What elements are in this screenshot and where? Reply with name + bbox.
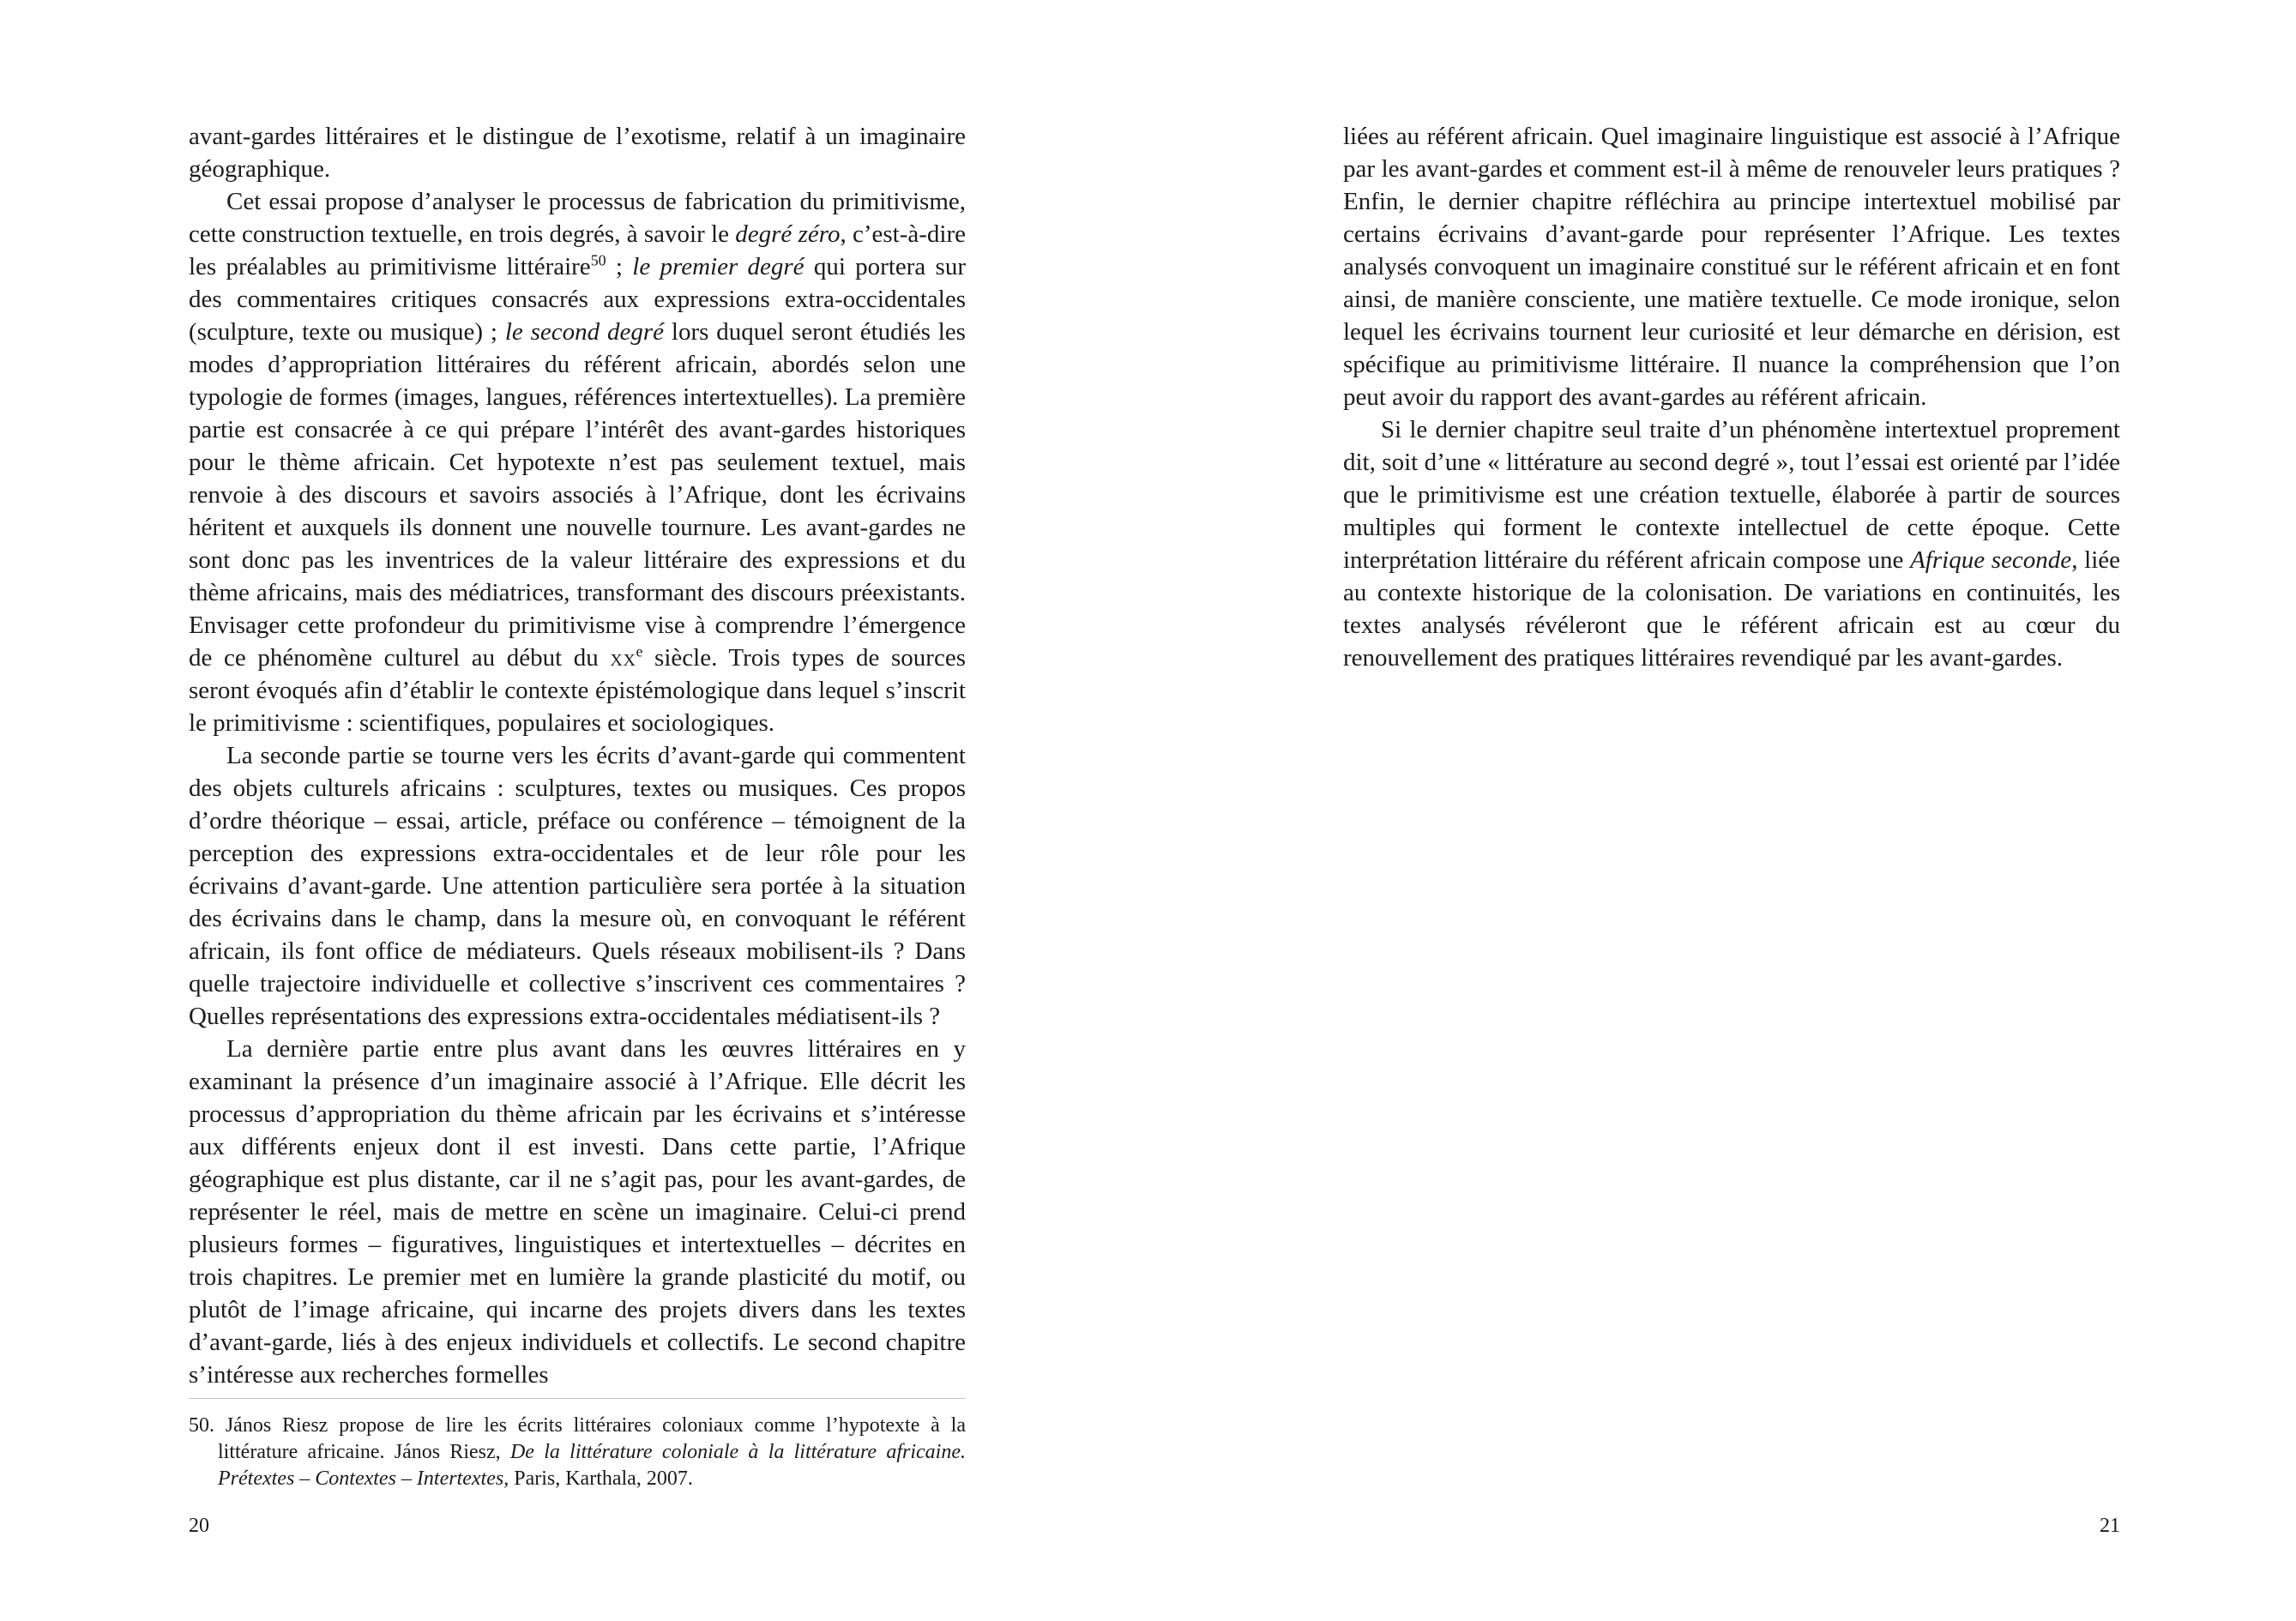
text-run: , liée au contexte historique de la colonisation. De variations en continuités, les textes analysés révéleront que le référent africain est au cœur du renouvellement des pratiques littéraires revendiqué par les avant-gardes. [1343, 546, 2121, 672]
text-run: Afrique seconde [1910, 546, 2072, 574]
text-run: ; [606, 253, 633, 280]
page-number-right: 21 [2100, 1515, 2120, 1537]
page-number-left: 20 [189, 1515, 209, 1537]
footnote-block [189, 1398, 966, 1492]
text-run: qui portera sur des commentaires critiques consacrés aux expressions extra-occidentales (sculpture, texte ou musique) ; [189, 253, 967, 346]
text-run: e [636, 642, 643, 660]
right-text-column [1343, 120, 2120, 674]
body-paragraph [1343, 120, 2120, 413]
text-run: Cet essai propose d’analyser le processus de fabrication du primitivisme, cette construction textuelle, en trois degrés, à savoir le [189, 188, 966, 248]
text-run: , Paris, Karthala, 2007. [503, 1467, 693, 1490]
text-run: La seconde partie se tourne vers les écrits d’avant-garde qui commentent des objets culturels africains : sculptures, textes ou musiques. Ces propos d’ordre théorique – essai, article, préface ou conférence – témoignent de la perception des expressions extra-occidentales et de leur rôle pour les écrivains d’avant-garde. Une attention particulière sera portée à la situation des écrivains dans le champ, dans la mesure où, en convoquant le référent africain, ils font office de médiateurs. Quels réseaux mobilisent-ils ? Dans quelle trajectoire individuelle et collective s’inscrivent ces commentaires ? Quelles représentations des expressions extra-occidentales médiatisent-ils ? [189, 742, 966, 1030]
text-run: , c’est-à-dire les préalables au primitivisme littéraire [189, 220, 967, 280]
body-paragraph [189, 120, 966, 185]
text-run: avant-gardes littéraires et le distingue de l’exotisme, relatif à un imaginaire géographique. [189, 123, 966, 183]
body-paragraph [189, 185, 966, 739]
body-paragraph [189, 1033, 966, 1391]
text-run: De la littérature coloniale à la littérature africaine. Prétextes – Contextes – Intertextes [218, 1441, 966, 1490]
page-right [1148, 0, 2296, 1621]
body-paragraph [189, 739, 966, 1033]
text-run: lors duquel seront étudiés les modes d’appropriation littéraires du référent africain, abordés selon une typologie de formes (images, langues, références intertextuelles). La première partie est consacrée à ce qui prépare l’intérêt des avant-gardes historiques pour le thème africain. Cet hypotexte n’est pas seulement textuel, mais renvoie à des discours et savoirs associés à l’Afrique, dont les écrivains héritent et auxquels ils donnent une nouvelle tournure. Les avant-gardes ne sont donc pas les inventrices de la valeur littéraire des expressions et du thème africains, mais des médiatrices, transformant des discours préexistants. Envisager cette profondeur du primitivisme vise à comprendre l’émergence de ce phénomène culturel au début du [189, 318, 966, 672]
left-text-column [189, 120, 966, 1391]
footnote [189, 1413, 966, 1492]
text-run: 50. János Riesz propose de lire les écrits littéraires coloniaux comme l’hypotexte à la littérature africaine. János Riesz, [189, 1414, 966, 1463]
text-run: 50 [590, 251, 606, 269]
text-run: le premier degré [632, 253, 805, 280]
text-run: liées au référent africain. Quel imaginaire linguistique est associé à l’Afrique par les avant-gardes et comment est-il à même de renouveler leurs pratiques ? Enfin, le dernier chapitre réfléchira au principe intertextuel mobilisé par certains écrivains d’avant-garde pour représenter l’Afrique. Les textes analysés convoquent un imaginaire constitué sur le référent africain et en font ainsi, de manière consciente, une matière textuelle. Ce mode ironique, selon lequel les écrivains tournent leur curiosité et leur démarche en dérision, est spécifique au primitivisme littéraire. Il nuance la compréhension que l’on peut avoir du rapport des avant-gardes au référent africain. [1343, 123, 2120, 411]
text-run: Si le dernier chapitre seul traite d’un phénomène intertextuel proprement dit, soit d’une « littérature au second degré », tout l’essai est orienté par l’idée que le primitivisme est une création textuelle, élaborée à partir de sources multiples qui forment le contexte intellectuel de cette époque. Cette interprétation littéraire du référent africain compose une [1343, 416, 2120, 574]
text-run: le second degré [504, 318, 665, 346]
body-paragraph [1343, 413, 2120, 674]
text-run: La dernière partie entre plus avant dans les œuvres littéraires en y examinant la présence d’un imaginaire associé à l’Afrique. Elle décrit les processus d’appropriation du thème africain par les écrivains et s’intéresse aux différents enjeux dont il est investi. Dans cette partie, l’Afrique géographique est plus distante, car il ne s’agit pas, pour les avant-gardes, de représenter le réel, mais de mettre en scène un imaginaire. Celui-ci prend plusieurs formes – figuratives, linguistiques et intertextuelles – décrites en trois chapitres. Le premier met en lumière la grande plasticité du motif, ou plutôt de l’image africaine, qui incarne des projets divers dans les textes d’avant-garde, liés à des enjeux individuels et collectifs. Le second chapitre s’intéresse aux recherches formelles [189, 1035, 966, 1389]
footnote-divider [189, 1398, 966, 1399]
text-run: xx [610, 644, 636, 672]
text-run: siècle. Trois types de sources seront évoqués afin d’établir le contexte épistémologique dans lequel s’inscrit le primitivisme : scientifiques, populaires et sociologiques. [189, 644, 966, 737]
text-run: degré zéro [735, 220, 841, 248]
